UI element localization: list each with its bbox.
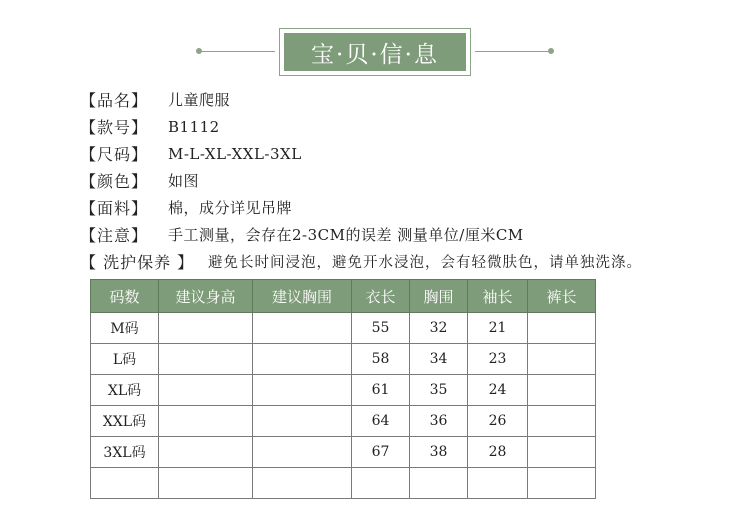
column-header-sleeve: 袖长 (468, 280, 528, 313)
table-cell: 24 (468, 375, 528, 406)
column-header-pants: 裤长 (528, 280, 596, 313)
info-value: 儿童爬服 (168, 91, 231, 109)
table-cell (528, 468, 596, 499)
table-row (91, 313, 596, 344)
table-cell: 67 (352, 437, 410, 468)
table-cell: 26 (468, 406, 528, 437)
title-divider-left (197, 51, 275, 52)
table-cell (528, 344, 596, 375)
size-table (90, 279, 596, 499)
column-header-bust: 胸围 (410, 280, 468, 313)
table-cell (159, 437, 253, 468)
table-row (91, 468, 596, 499)
column-header-size: 码数 (91, 280, 159, 313)
info-value: B1112 (168, 117, 220, 136)
table-cell (528, 313, 596, 344)
table-cell: M码 (91, 313, 159, 344)
column-header-chest: 建议胸围 (253, 280, 352, 313)
table-cell: 38 (410, 437, 468, 468)
info-label: 【款号】 (80, 118, 149, 137)
table-cell: 61 (352, 375, 410, 406)
table-cell (352, 468, 410, 499)
info-label: 【尺码】 (80, 145, 149, 164)
table-cell (159, 406, 253, 437)
table-cell: 36 (410, 406, 468, 437)
table-cell: XL码 (91, 375, 159, 406)
info-label: 【面料】 (80, 199, 149, 218)
table-cell (159, 468, 253, 499)
table-cell: 64 (352, 406, 410, 437)
info-row-sizes (80, 140, 720, 167)
info-row-style-number (80, 113, 720, 140)
info-label: 【品名】 (80, 91, 149, 110)
table-cell: 23 (468, 344, 528, 375)
table-cell: 28 (468, 437, 528, 468)
table-row (91, 437, 596, 468)
section-title-box (279, 28, 471, 76)
column-header-length: 衣长 (352, 280, 410, 313)
table-cell: 32 (410, 313, 468, 344)
table-row (91, 406, 596, 437)
info-label: 【颜色】 (80, 172, 149, 191)
table-cell: 55 (352, 313, 410, 344)
title-divider-right (475, 51, 553, 52)
table-cell: 3XL码 (91, 437, 159, 468)
info-label: 【注意】 (80, 226, 149, 245)
table-cell (528, 375, 596, 406)
table-cell (528, 406, 596, 437)
info-row-care (80, 248, 720, 275)
table-cell: L码 (91, 344, 159, 375)
info-value: 棉，成分详见吊牌 (168, 199, 293, 217)
table-cell: 34 (410, 344, 468, 375)
product-info (80, 86, 720, 275)
table-row (91, 344, 596, 375)
table-cell (159, 313, 253, 344)
table-cell (253, 468, 352, 499)
table-cell (253, 375, 352, 406)
table-cell: 58 (352, 344, 410, 375)
info-value: 如图 (168, 172, 200, 190)
table-cell: 21 (468, 313, 528, 344)
table-cell (91, 468, 159, 499)
column-header-height: 建议身高 (159, 280, 253, 313)
table-cell (253, 406, 352, 437)
info-row-notice (80, 221, 720, 248)
table-cell (159, 375, 253, 406)
table-cell (253, 344, 352, 375)
table-cell (253, 313, 352, 344)
table-cell (528, 437, 596, 468)
table-row (91, 375, 596, 406)
table-cell: XXL码 (91, 406, 159, 437)
section-title: 宝·贝·信·息 (284, 33, 466, 71)
title-divider-dot-left (196, 48, 202, 54)
info-row-fabric (80, 194, 720, 221)
info-value: 手工测量，会存在2-3CM的误差 测量单位/厘米CM (168, 226, 524, 244)
table-cell (410, 468, 468, 499)
table-cell (253, 437, 352, 468)
table-cell (159, 344, 253, 375)
table-cell: 35 (410, 375, 468, 406)
info-label: 【 洗护保养 】 (80, 253, 195, 272)
info-value: 避免长时间浸泡，避免开水浸泡，会有轻微肤色，请单独洗涤。 (208, 255, 642, 271)
info-row-name (80, 86, 720, 113)
table-header-row (91, 280, 596, 313)
info-row-color (80, 167, 720, 194)
table-cell (468, 468, 528, 499)
title-divider-dot-right (548, 48, 554, 54)
info-value: M-L-XL-XXL-3XL (168, 144, 302, 163)
